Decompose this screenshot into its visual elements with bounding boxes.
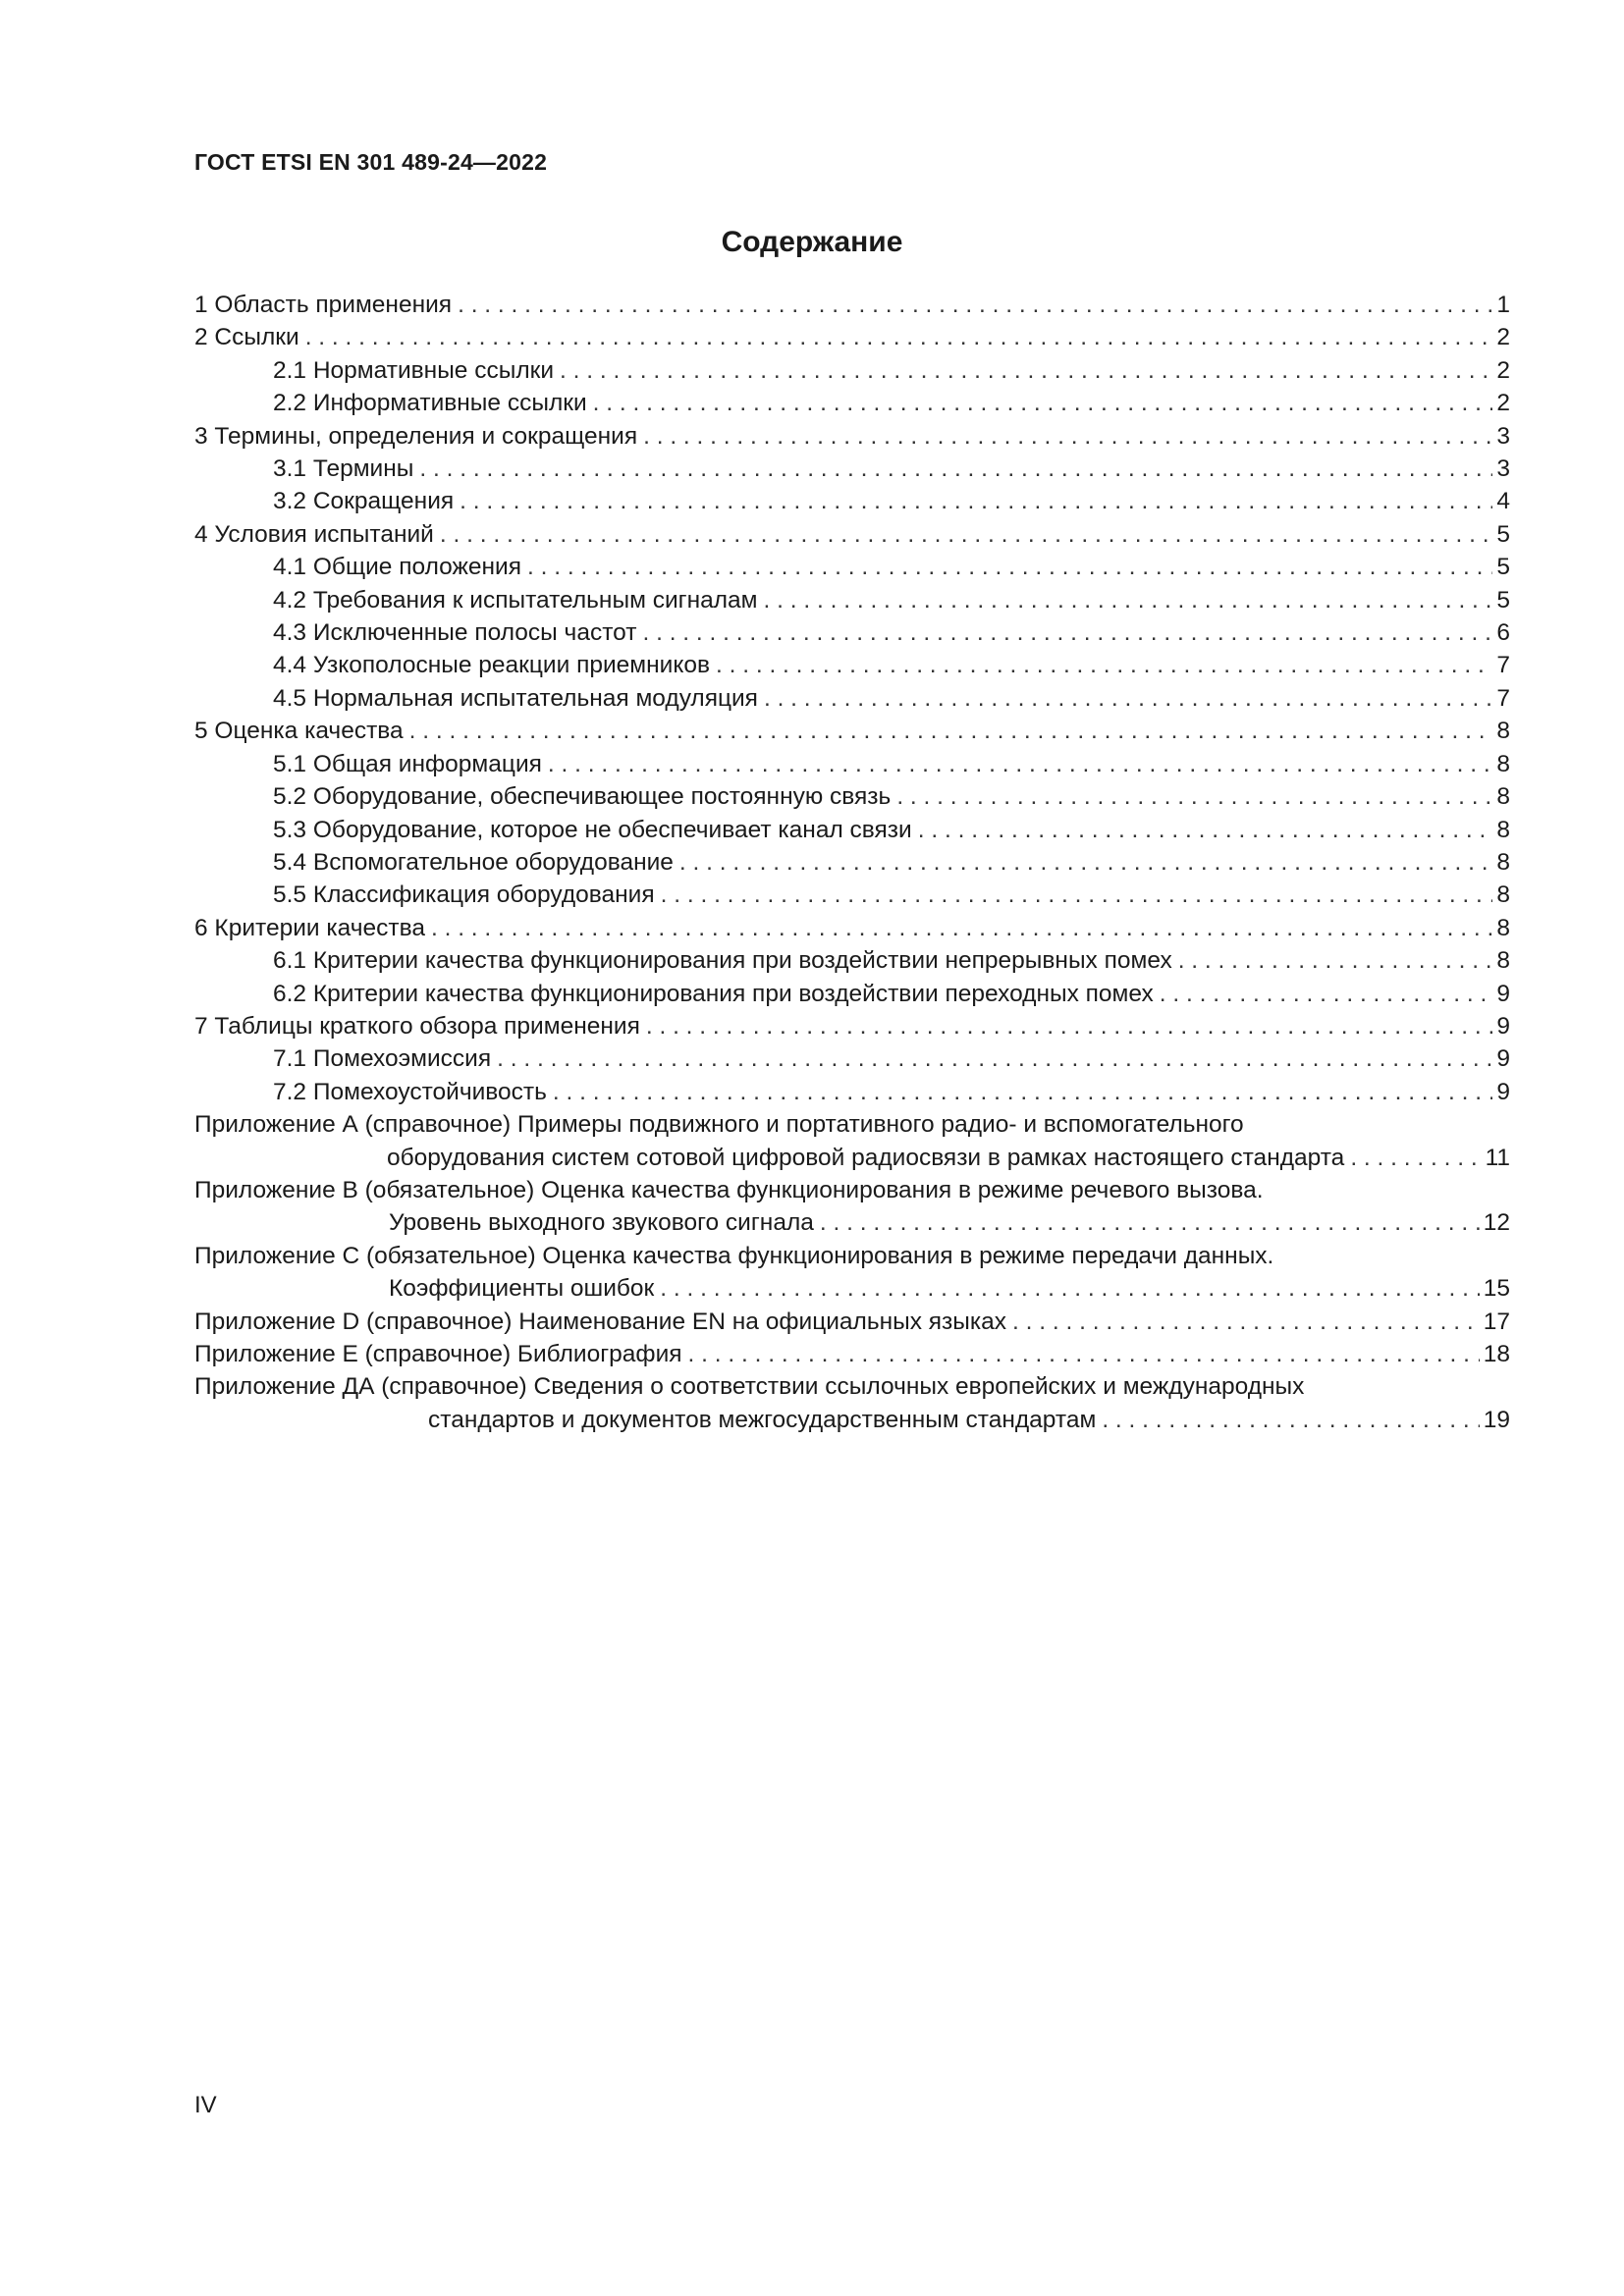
toc-annex-entry[interactable]	[194, 1338, 1510, 1370]
toc-entry-page: 8	[1496, 718, 1510, 745]
toc-entry[interactable]	[194, 453, 1510, 485]
toc-entry[interactable]	[194, 748, 1510, 780]
toc-entry[interactable]	[194, 485, 1510, 517]
document-code: ГОСТ ETSI EN 301 489-24—2022	[194, 149, 548, 175]
toc-entry-label: 3.2 Сокращения	[273, 488, 455, 515]
toc-entry[interactable]	[194, 584, 1510, 616]
toc-entry-label: 3.1 Термины	[273, 455, 414, 483]
toc-entry-label: 5.2 Оборудование, обеспечивающее постоянную связь	[273, 783, 892, 811]
toc-entry-page: 8	[1496, 848, 1510, 876]
toc-entry-label: 7.1 Помехоэмиссия	[273, 1045, 492, 1073]
toc-annex-continuation: Коэффициенты ошибок	[389, 1275, 655, 1303]
toc-entry-page: 3	[1496, 455, 1510, 483]
toc-leader-dots	[1350, 1142, 1481, 1174]
toc-entry-label: 3 Термины, определения и сокращения	[194, 422, 638, 450]
toc-entry-page: 8	[1496, 881, 1510, 909]
toc-leader-dots	[660, 1272, 1479, 1305]
toc-entry-label: 5.3 Оборудование, которое не обеспечивает канал связи	[273, 816, 912, 843]
toc-annex-title: Приложение А (справочное) Примеры подвижного и портативного радио- и вспомогательного	[194, 1111, 1244, 1139]
toc-leader-dots	[305, 321, 1493, 353]
toc-leader-dots	[527, 551, 1492, 583]
toc-entry-label: 4 Условия испытаний	[194, 520, 434, 548]
toc-annex-title: Приложение ДА (справочное) Сведения о соответствии ссылочных европейских и международных	[194, 1373, 1305, 1401]
toc-entry-page: 18	[1483, 1341, 1510, 1367]
toc-entry[interactable]	[194, 354, 1510, 387]
toc-entry-page: 9	[1496, 1078, 1510, 1105]
toc-leader-dots	[593, 387, 1493, 419]
toc-leader-dots	[431, 912, 1492, 944]
toc-title: Содержание	[721, 226, 903, 258]
toc-leader-dots	[716, 649, 1492, 681]
toc-leader-dots	[643, 420, 1492, 453]
toc-entry-label: 5 Оценка качества	[194, 718, 404, 745]
toc-leader-dots	[820, 1206, 1480, 1239]
toc-entry-label: 5.4 Вспомогательное оборудование	[273, 848, 674, 876]
toc-entry[interactable]	[194, 814, 1510, 846]
toc-entry-page: 19	[1483, 1406, 1510, 1433]
toc-entry-page: 8	[1496, 914, 1510, 941]
toc-entry-label: 6 Критерии качества	[194, 914, 425, 941]
toc-entry[interactable]	[194, 1076, 1510, 1108]
toc-entry[interactable]	[194, 551, 1510, 583]
toc-annex-entry[interactable]	[194, 1370, 1510, 1436]
toc-entry[interactable]	[194, 780, 1510, 813]
toc-entry-page: 9	[1496, 1045, 1510, 1073]
toc-leader-dots	[896, 780, 1492, 813]
toc-entry-label: 4.3 Исключенные полосы частот	[273, 619, 637, 647]
toc-leader-dots	[1178, 944, 1493, 977]
toc-leader-dots	[764, 584, 1493, 616]
toc-annex-title: Приложение Е (справочное) Библиография	[194, 1341, 682, 1367]
toc-entry[interactable]	[194, 944, 1510, 977]
toc-entry[interactable]	[194, 912, 1510, 944]
toc-leader-dots	[661, 879, 1493, 911]
toc-entry-page: 7	[1496, 652, 1510, 679]
page-number: IV	[194, 2092, 217, 2118]
toc-entry[interactable]	[194, 649, 1510, 681]
toc-leader-dots	[553, 1076, 1492, 1108]
toc-entry-page: 2	[1496, 356, 1510, 384]
toc-annex-title: Приложение D (справочное) Наименование EN на официальных языках	[194, 1308, 1007, 1335]
table-of-contents	[194, 289, 1510, 1436]
toc-annex-entry[interactable]	[194, 1306, 1510, 1338]
toc-entry[interactable]	[194, 682, 1510, 715]
toc-entry-label: 1 Область применения	[194, 292, 453, 318]
toc-entry-page: 15	[1483, 1275, 1510, 1303]
toc-entry[interactable]	[194, 518, 1510, 551]
toc-entry-label: 4.1 Общие положения	[273, 554, 522, 581]
toc-leader-dots	[764, 682, 1492, 715]
toc-entry[interactable]	[194, 387, 1510, 419]
toc-annex-continuation: оборудования систем сотовой цифровой радиосвязи в рамках настоящего стандарта	[387, 1144, 1345, 1171]
toc-annex-entry[interactable]	[194, 1108, 1510, 1174]
toc-entry-page: 6	[1496, 619, 1510, 647]
toc-leader-dots	[458, 289, 1492, 321]
toc-entry-label: 7 Таблицы краткого обзора применения	[194, 1012, 640, 1040]
toc-entry-label: 6.1 Критерии качества функционирования при воздействии непрерывных помех	[273, 947, 1172, 975]
toc-leader-dots	[419, 453, 1492, 485]
toc-entry[interactable]	[194, 846, 1510, 879]
toc-entry-page: 5	[1496, 520, 1510, 548]
toc-entry-page: 4	[1496, 488, 1510, 515]
toc-entry-page: 7	[1496, 684, 1510, 712]
toc-leader-dots	[688, 1338, 1480, 1370]
toc-leader-dots	[409, 715, 1493, 747]
toc-annex-continuation: Уровень выходного звукового сигнала	[389, 1209, 814, 1237]
toc-leader-dots	[1012, 1306, 1480, 1338]
toc-entry-label: 2.1 Нормативные ссылки	[273, 356, 555, 384]
toc-annex-title: Приложение С (обязательное) Оценка качества функционирования в режиме передачи данных.	[194, 1242, 1274, 1269]
toc-entry-page: 9	[1496, 1012, 1510, 1040]
toc-entry-label: 2.2 Информативные ссылки	[273, 390, 587, 417]
toc-entry[interactable]	[194, 978, 1510, 1010]
toc-entry-page: 2	[1496, 390, 1510, 417]
toc-entry[interactable]	[194, 616, 1510, 649]
toc-entry[interactable]	[194, 420, 1510, 453]
toc-entry-page: 9	[1496, 980, 1510, 1007]
toc-entry-label: 5.1 Общая информация	[273, 750, 542, 777]
toc-entry[interactable]	[194, 1010, 1510, 1042]
toc-entry[interactable]	[194, 1042, 1510, 1075]
toc-entry-page: 3	[1496, 422, 1510, 450]
toc-entry-label: 4.4 Узкополосные реакции приемников	[273, 652, 710, 679]
toc-annex-entry[interactable]	[194, 1174, 1510, 1240]
toc-entry-page: 8	[1496, 750, 1510, 777]
toc-entry-label: 7.2 Помехоустойчивость	[273, 1078, 547, 1105]
toc-entry[interactable]	[194, 879, 1510, 911]
toc-leader-dots	[679, 846, 1492, 879]
toc-entry-page: 2	[1496, 324, 1510, 351]
toc-leader-dots	[1102, 1404, 1479, 1436]
toc-entry-page: 12	[1483, 1209, 1510, 1237]
toc-leader-dots	[560, 354, 1492, 387]
toc-leader-dots	[440, 518, 1492, 551]
toc-entry-label: 4.5 Нормальная испытательная модуляция	[273, 684, 758, 712]
toc-leader-dots	[918, 814, 1493, 846]
toc-entry-page: 1	[1496, 292, 1510, 318]
toc-leader-dots	[460, 485, 1492, 517]
toc-entry[interactable]	[194, 715, 1510, 747]
toc-entry-label: 4.2 Требования к испытательным сигналам	[273, 586, 758, 614]
toc-leader-dots	[548, 748, 1492, 780]
toc-annex-entry[interactable]	[194, 1240, 1510, 1306]
toc-entry-label: 5.5 Классификация оборудования	[273, 881, 655, 909]
toc-entry-page: 8	[1496, 783, 1510, 811]
toc-annex-continuation: стандартов и документов межгосударственным стандартам	[428, 1406, 1097, 1433]
toc-entry-page: 11	[1485, 1144, 1510, 1171]
toc-entry[interactable]	[194, 321, 1510, 353]
toc-entry-page: 8	[1496, 816, 1510, 843]
toc-leader-dots	[646, 1010, 1493, 1042]
toc-entry[interactable]	[194, 289, 1510, 321]
toc-leader-dots	[642, 616, 1492, 649]
toc-entry-page: 5	[1496, 586, 1510, 614]
toc-entry-page: 8	[1496, 947, 1510, 975]
toc-entry-label: 2 Ссылки	[194, 324, 299, 351]
toc-leader-dots	[1160, 978, 1493, 1010]
toc-annex-title: Приложение В (обязательное) Оценка качества функционирования в режиме речевого вызова.	[194, 1176, 1264, 1203]
toc-entry-page: 17	[1483, 1308, 1510, 1335]
toc-entry-label: 6.2 Критерии качества функционирования при воздействии переходных помех	[273, 980, 1154, 1007]
toc-entry-page: 5	[1496, 554, 1510, 581]
toc-leader-dots	[497, 1042, 1492, 1075]
